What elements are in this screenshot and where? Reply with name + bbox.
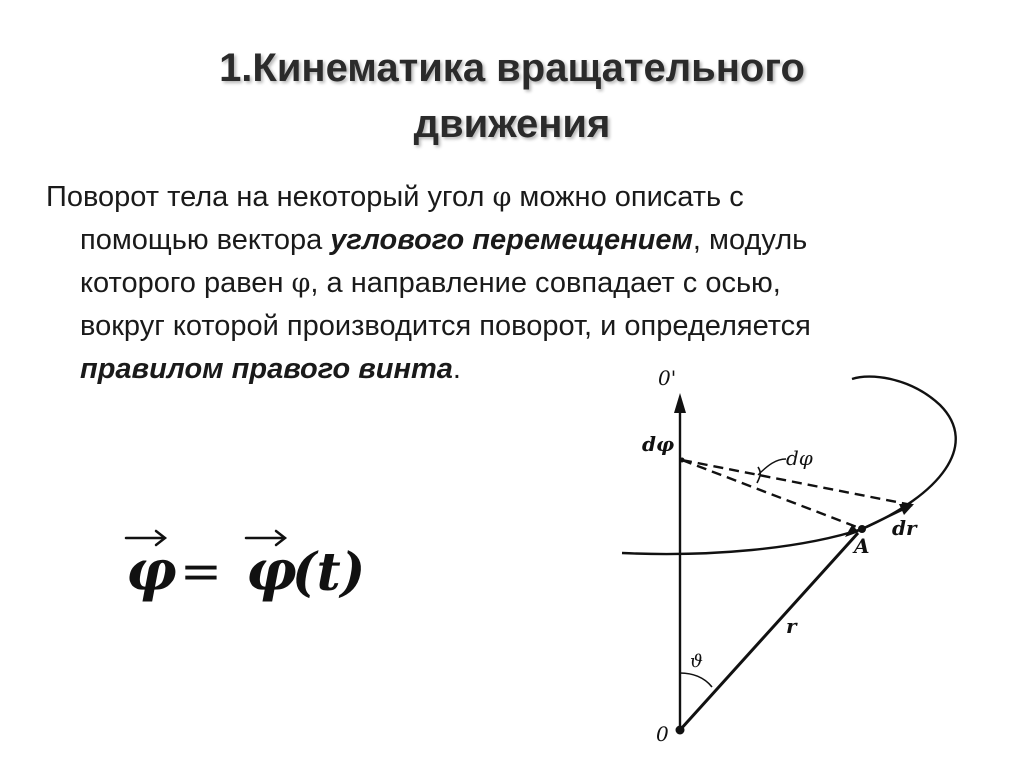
formula-argument: (t): [292, 542, 366, 603]
axis-arrowhead: [674, 393, 686, 413]
title-line-2: движения: [413, 102, 611, 146]
origin-point: [676, 726, 685, 735]
origin-label: 0: [656, 722, 669, 746]
formula-equals: =: [180, 542, 222, 600]
paragraph-line-4: вокруг которой производится поворот, и определяется: [80, 310, 811, 342]
dphi-leader-line: [758, 459, 786, 475]
formula-rhs-phi: φ: [246, 538, 297, 604]
axis-top-label: 0': [658, 366, 677, 390]
text-run: помощью вектора: [80, 224, 331, 256]
text-run: можно описать с: [511, 181, 744, 213]
emphasis-angular-displacement: углового перемещением: [330, 224, 693, 256]
r-label: r: [786, 614, 797, 638]
formula-lhs-phi: φ: [126, 538, 177, 604]
rotation-diagram: [600, 355, 1024, 765]
slide-title: [0, 40, 1024, 152]
theta-angle-arc: [680, 673, 712, 687]
phi-of-t-formula: [120, 520, 380, 610]
paragraph-line-2: [46, 219, 976, 262]
point-A: [858, 525, 866, 533]
radius-vector-line: [680, 533, 858, 730]
dphi-axis-point: [680, 458, 685, 463]
phi-symbol: φ: [291, 268, 311, 299]
paragraph-line-1: [46, 176, 976, 219]
point-A-label: A: [854, 534, 870, 558]
theta-label: ϑ: [690, 651, 703, 672]
circle-arc-horizontal: [622, 529, 862, 554]
dphi-angle-label: dφ: [786, 446, 813, 470]
text-run: которого равен: [80, 267, 292, 299]
dphi-axis-label: dφ: [642, 432, 675, 456]
emphasis-right-screw-rule: правилом правого винта: [80, 353, 453, 385]
dr-label: dr: [892, 516, 917, 540]
text-run: , модуль: [692, 224, 808, 256]
title-line-1: 1.Кинематика вращательного: [219, 46, 805, 90]
paragraph-line-3: [46, 262, 976, 305]
text-run: .: [452, 353, 461, 385]
dashed-line-to-A: [682, 460, 862, 529]
text-run: Поворот тела на некоторый угол: [46, 181, 493, 213]
phi-symbol: φ: [492, 182, 512, 213]
text-run: , а направление совпадает с осью,: [310, 267, 781, 299]
